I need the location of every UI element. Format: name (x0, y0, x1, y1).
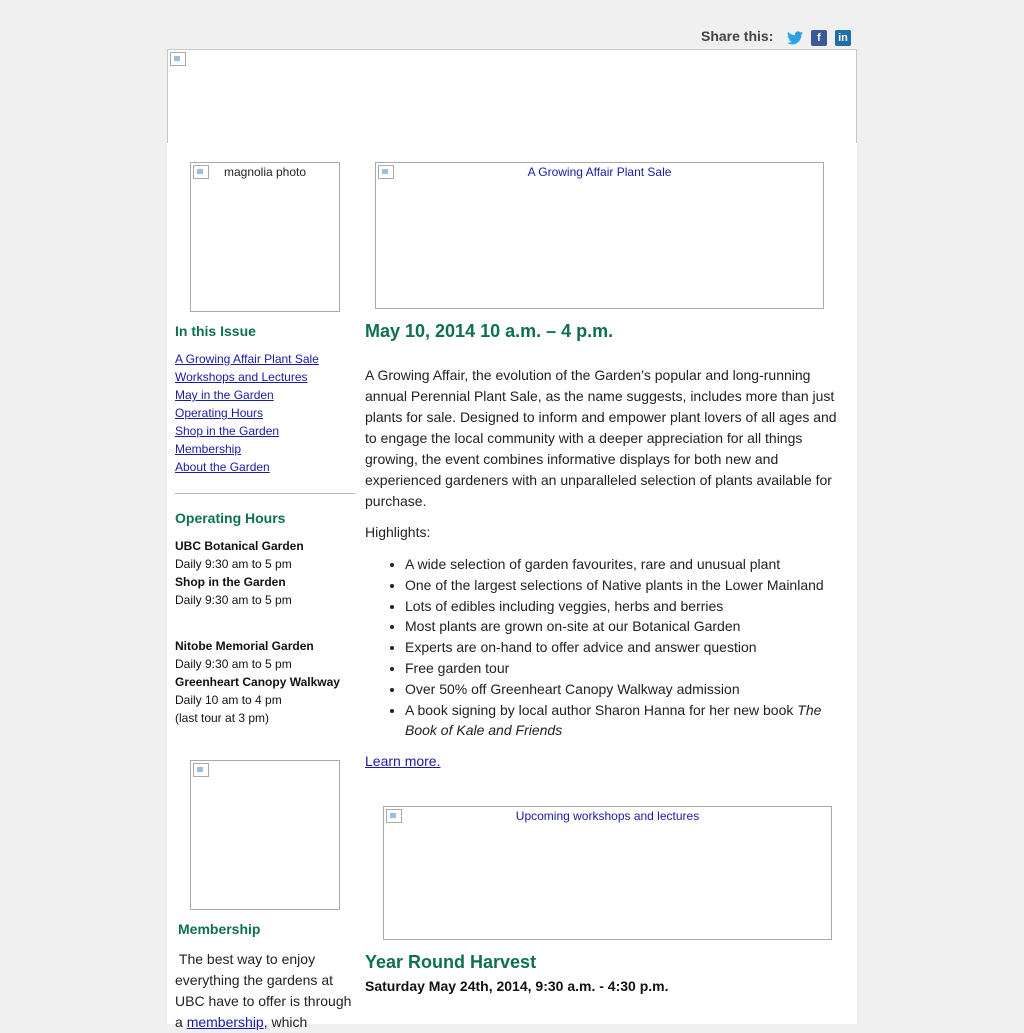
magnolia-photo-alt: magnolia photo (223, 165, 307, 179)
workshops-image[interactable] (383, 806, 832, 940)
hours-block (175, 537, 355, 727)
plant-sale-image-alt: A Growing Affair Plant Sale (527, 165, 672, 179)
toc-shop-link[interactable]: Shop in the Garden (175, 424, 280, 438)
harvest-date: Saturday May 24th, 2014, 9:30 a.m. - 4:30 p.m. (365, 978, 669, 994)
event-date-heading: May 10, 2014 10 a.m. – 4 p.m. (365, 321, 614, 341)
toc-list (175, 350, 355, 476)
walkway-hours: Daily 10 am to 4 pm (175, 693, 282, 707)
highlight-item: • Lots of edibles including veggies, herbs and berries (405, 596, 849, 617)
highlight-item: • One of the largest selections of Native plants in the Lower Mainland (405, 575, 849, 596)
harvest-article (365, 952, 849, 997)
toc-may-link[interactable]: May in the Garden (175, 388, 274, 402)
magnolia-photo (190, 162, 340, 312)
toc-plant-sale-link[interactable]: A Growing Affair Plant Sale (175, 352, 319, 366)
newsletter-content (167, 143, 857, 1030)
share-label: Share this: (701, 28, 774, 44)
toc-membership-link[interactable]: Membership (175, 442, 242, 456)
walkway-name: Greenheart Canopy Walkway (175, 675, 340, 689)
walkway-note: (last tour at 3 pm) (175, 711, 270, 725)
ubc-garden-name: UBC Botanical Garden (175, 539, 304, 553)
broken-image-icon (193, 763, 209, 777)
membership-image (190, 760, 340, 910)
operating-hours-title: Operating Hours (175, 510, 286, 526)
in-this-issue (175, 323, 355, 476)
shop-hours: Daily 9:30 am to 5 pm (175, 593, 292, 607)
shop-name: Shop in the Garden (175, 575, 286, 589)
broken-image-icon (170, 52, 186, 66)
share-bar (701, 28, 848, 44)
toc-workshops-link[interactable]: Workshops and Lectures (175, 370, 308, 384)
membership-text-start: The best way to enjoy everything the gardens at UBC have to offer is through a (175, 951, 352, 1030)
facebook-icon[interactable]: f (811, 30, 827, 46)
learn-more-link[interactable]: Learn more. (365, 753, 441, 770)
highlight-item-book (405, 700, 849, 742)
highlight-item: • Over 50% off Greenheart Canopy Walkway admission (405, 679, 849, 700)
toc-about-link[interactable]: About the Garden (175, 460, 270, 474)
highlight-item: • Most plants are grown on-site at our Botanical Garden (405, 616, 849, 637)
twitter-icon[interactable] (787, 30, 803, 46)
membership-text-end: , which (263, 1014, 308, 1030)
membership-link[interactable]: membership (186, 1014, 264, 1030)
highlights-label: Highlights: (365, 524, 431, 540)
plant-sale-image[interactable] (375, 162, 824, 309)
highlight-item: • Free garden tour (405, 658, 849, 679)
book-signing-text: A book signing by local author Sharon Hanna for her new book (405, 701, 798, 718)
highlight-item: • A wide selection of garden favourites, rare and unusual plant (405, 554, 849, 575)
nitobe-garden-name: Nitobe Memorial Garden (175, 639, 314, 653)
book-title: The Book of Kale and Friends (405, 701, 822, 739)
workshops-image-alt: Upcoming workshops and lectures (515, 809, 700, 823)
intro-paragraph: A Growing Affair, the evolution of the Garden’s popular and long-running annual Perennial Plant Sale, as the name suggests, includes more than just plants for sale. Designed to inform and empower plant lovers of all ages and to engage the local community with a deeper appreciation for all things growing, the event combines informative displays for both new and experienced gardeners with an unparalleled selection of plants available for purchase. (365, 367, 837, 509)
ubc-garden-hours: Daily 9:30 am to 5 pm (175, 557, 292, 571)
toc-hours-link[interactable]: Operating Hours (175, 406, 264, 420)
highlight-item: • Experts are on-hand to offer advice and answer question (405, 637, 849, 658)
membership-section (175, 921, 355, 1033)
sidebar-divider (175, 493, 355, 494)
membership-title: Membership (178, 921, 261, 937)
harvest-heading: Year Round Harvest (365, 952, 537, 972)
in-this-issue-title: In this Issue (175, 323, 256, 339)
linkedin-icon[interactable]: in (835, 30, 851, 46)
operating-hours (175, 510, 355, 727)
membership-text (175, 949, 355, 1033)
nitobe-garden-hours: Daily 9:30 am to 5 pm (175, 657, 292, 671)
highlights-list (365, 554, 849, 741)
plant-sale-article (365, 321, 849, 772)
header-banner-image (167, 49, 857, 144)
